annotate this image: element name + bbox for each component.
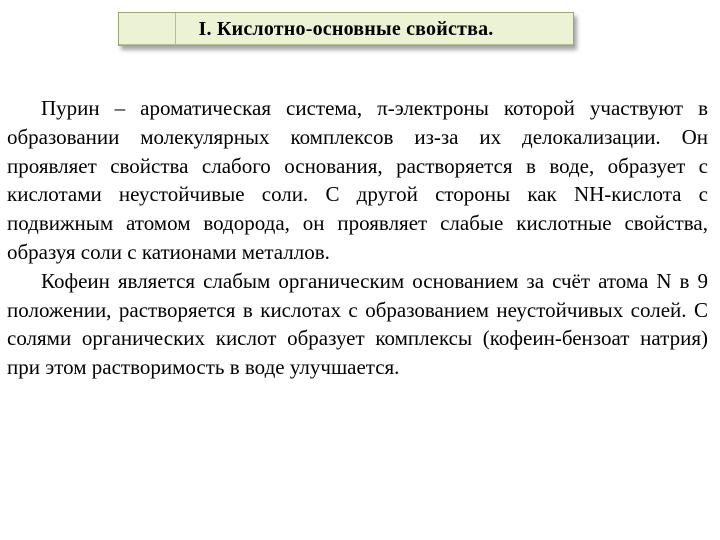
paragraph-caffeine: Кофеин является слабым органическим основанием за счёт атома N в 9 положении, растворяется в кислотах с образованием неустойчивых солей. С солями органических кислот образует комплексы (кофеин-бензоат натрия) при этом растворимость в воде улучшается. bbox=[7, 268, 708, 380]
slide-body bbox=[7, 94, 708, 382]
title-banner bbox=[118, 12, 574, 46]
paragraph-purine: Пурин – ароматическая система, π-электроны которой участвуют в образовании молекулярных комплексов из-за их делокализации. Он проявляет свойства слабого основания, растворяется в воде, образует с кислотами неустойчивые соли. С другой стороны как NH-кислота с подвижным атомом водорода, он проявляет слабые кислотные свойства, образуя соли с катионами металлов. bbox=[7, 96, 708, 264]
title-underline bbox=[119, 44, 573, 45]
slide-title: I. Кислотно-основные свойства. bbox=[198, 18, 494, 40]
